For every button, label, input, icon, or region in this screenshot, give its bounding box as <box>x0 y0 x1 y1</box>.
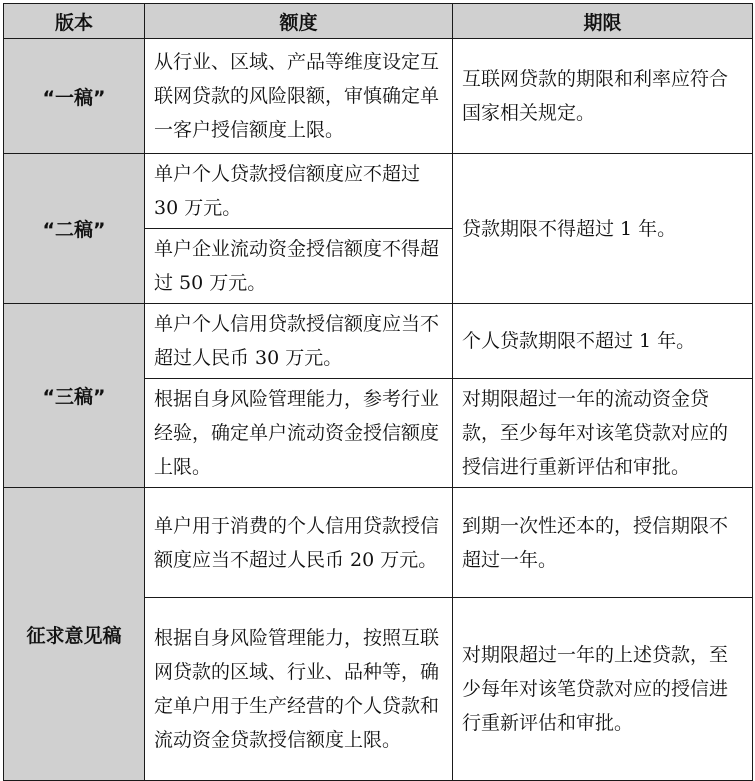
amount-cell: 单户企业流动资金授信额度不得超过 50 万元。 <box>145 229 453 304</box>
loan-policy-table <box>3 3 753 781</box>
table-row <box>4 39 753 154</box>
term-cell: 对期限超过一年的上述贷款，至少每年对该笔贷款对应的授信进行重新评估和审批。 <box>453 598 753 781</box>
header-row <box>4 4 753 39</box>
amount-cell: 从行业、区域、产品等维度设定互联网贷款的风险限额，审慎确定单一客户授信额度上限。 <box>145 39 453 154</box>
version-cell: “三稿” <box>4 304 145 488</box>
version-cell: “一稿” <box>4 39 145 154</box>
version-cell: 征求意见稿 <box>4 488 145 781</box>
header-amount: 额度 <box>145 4 453 39</box>
term-cell: 对期限超过一年的流动资金贷款，至少每年对该笔贷款对应的授信进行重新评估和审批。 <box>453 379 753 488</box>
table-row <box>4 154 753 229</box>
table-row <box>4 488 753 598</box>
amount-cell: 根据自身风险管理能力，按照互联网贷款的区域、行业、品种等，确定单户用于生产经营的个人贷款和流动资金贷款授信额度上限。 <box>145 598 453 781</box>
amount-cell: 单户个人贷款授信额度应不超过 30 万元。 <box>145 154 453 229</box>
version-cell: “二稿” <box>4 154 145 304</box>
table-row <box>4 304 753 379</box>
amount-cell: 单户用于消费的个人信用贷款授信额度应当不超过人民币 20 万元。 <box>145 488 453 598</box>
term-cell: 到期一次性还本的，授信期限不超过一年。 <box>453 488 753 598</box>
term-cell: 互联网贷款的期限和利率应符合国家相关规定。 <box>453 39 753 154</box>
amount-cell: 根据自身风险管理能力，参考行业经验，确定单户流动资金授信额度上限。 <box>145 379 453 488</box>
header-version: 版本 <box>4 4 145 39</box>
term-cell: 贷款期限不得超过 1 年。 <box>453 154 753 304</box>
amount-cell: 单户个人信用贷款授信额度应当不超过人民币 30 万元。 <box>145 304 453 379</box>
header-term: 期限 <box>453 4 753 39</box>
term-cell: 个人贷款期限不超过 1 年。 <box>453 304 753 379</box>
